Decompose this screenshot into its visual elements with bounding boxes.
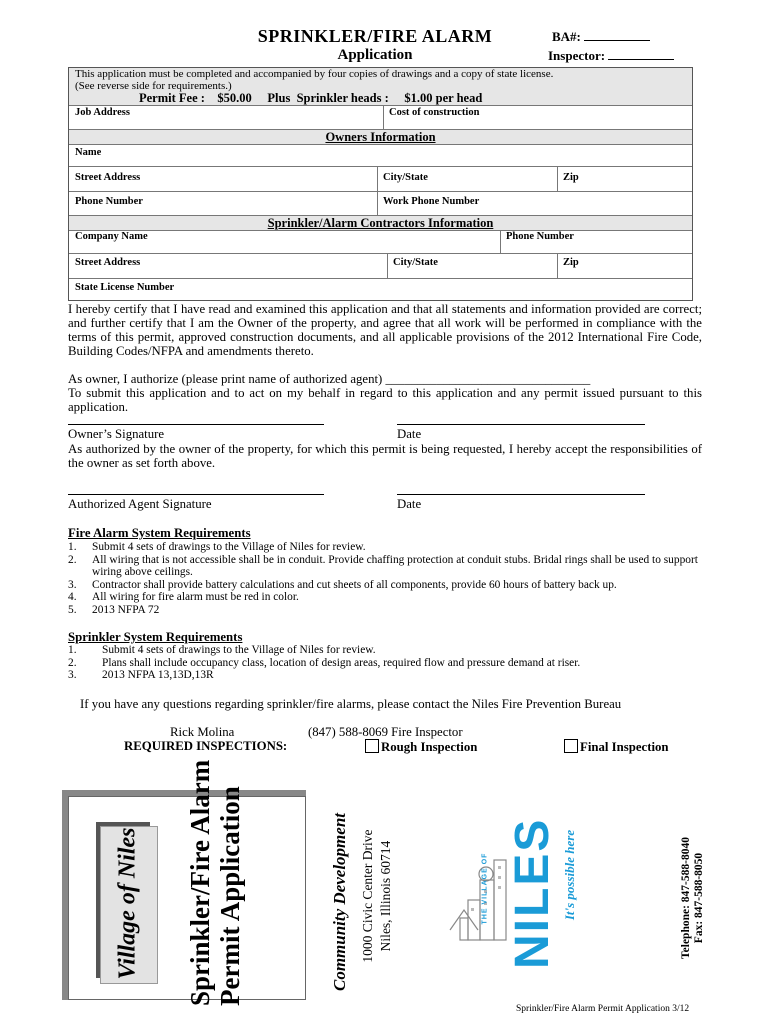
agent-date-label: Date [397, 497, 422, 511]
form-title: SPRINKLER/FIRE ALARM [257, 26, 493, 46]
final-inspection-label: Final Inspection [580, 740, 669, 754]
item-text: Submit 4 sets of drawings to the Village of Niles for review. [102, 644, 376, 656]
intro-line-1: This application must be completed and accompanied by four copies of drawings and a copy of state license. [75, 68, 554, 80]
owner-work-phone-label: Work Phone Number [383, 196, 480, 207]
sprinkler-heading: Sprinkler System Requirements [68, 630, 243, 644]
item-number: 1. [68, 541, 77, 553]
list-item [68, 644, 702, 657]
agent-paragraph: As authorized by the owner of the property, for which this permit is being requested, I hereby accept the responsibilities of the owner as set forth above. [68, 442, 702, 470]
permit-fee: Permit Fee : $50.00 Plus Sprinkler heads : $1.00 per head [139, 91, 483, 105]
inspector-label: Inspector: [548, 48, 606, 63]
list-item [68, 591, 702, 604]
submit-paragraph: To submit this application and to act on my behalf in regard to this application and any permit issued pursuant to this application. [68, 386, 702, 414]
inspector-phone: (847) 588-8069 Fire Inspector [308, 725, 463, 739]
item-number: 4. [68, 591, 77, 604]
agent-date-line[interactable] [397, 494, 645, 495]
contractors-header [69, 215, 692, 230]
inspections-label: REQUIRED INSPECTIONS: [124, 739, 288, 753]
owner-phone-label: Phone Number [75, 196, 143, 207]
certify-paragraph: I hereby certify that I have read and examined this application and that all statements and information provided are correct; and further certify that I am the Owner of the property, and agree that all work will be performed in compliance with the terms of this permit, approved construction documents, and all applicable provisions of the 2012 International Fire Code, Building Codes/NFPA and amendments thereto. [68, 302, 702, 358]
list-item [68, 541, 702, 554]
contractor-city-label: City/State [393, 257, 438, 268]
item-text: Plans shall include occupancy class, location of design areas, required flow and pressure demand at riser. [102, 656, 581, 669]
contractors-header-label: Sprinkler/Alarm Contractors Information [267, 216, 494, 230]
telephone-text: Telephone: 847-588-8040 [680, 837, 692, 959]
item-text: All wiring for fire alarm must be red in color. [92, 591, 299, 604]
item-text: 2013 NFPA 13,13D,13R [102, 669, 214, 682]
item-text: All wiring that is not accessible shall be in conduit. Provide chaffing protection at conduit stubs. Bridal rings shall be used to support wiring above ceilings. [92, 553, 698, 579]
contractor-zip-label: Zip [563, 257, 579, 268]
application-form [68, 67, 693, 301]
final-inspection-checkbox[interactable] [564, 739, 578, 753]
address-line-1: 1000 Civic Center Drive [360, 829, 375, 963]
footer-text: Sprinkler/Fire Alarm Permit Application 3/12 [516, 1004, 690, 1014]
item-number: 1. [68, 644, 77, 656]
cost-label: Cost of construction [389, 107, 480, 118]
sprinkler-list [68, 644, 702, 682]
item-number: 5. [68, 603, 77, 616]
license-label: State License Number [75, 282, 175, 293]
owner-signature-line[interactable] [68, 424, 324, 425]
item-number: 3. [68, 578, 77, 591]
contractor-phone-label: Phone Number [506, 231, 574, 242]
owners-header [69, 129, 692, 144]
ba-number-field[interactable] [552, 29, 650, 45]
address-line-2: Niles, Illinois 60714 [378, 840, 393, 952]
intro-row [69, 68, 692, 105]
item-text: Contractor shall provide battery calculations and cut sheets of all components, provide 60 hours of battery back up. [92, 578, 617, 591]
form-subtitle: Application [337, 47, 413, 63]
contractor-street-label: Street Address [75, 257, 141, 268]
list-item [68, 604, 702, 617]
owner-signature-label: Owner’s Signature [68, 427, 165, 441]
owner-date-line[interactable] [397, 424, 645, 425]
fire-alarm-list [68, 541, 702, 617]
cover-title-1: Sprinkler/Fire Alarm [185, 759, 215, 1006]
cover-title-2: Permit Application [215, 786, 245, 1006]
owner-name-label: Name [75, 147, 102, 158]
item-number: 2. [68, 656, 77, 669]
owner-city-label: City/State [383, 172, 428, 183]
inspector-field[interactable] [548, 48, 674, 64]
logo-niles: NILES [506, 817, 559, 969]
final-inspection-option[interactable] [564, 739, 669, 755]
authorize-line: As owner, I authorize (please print name of authorized agent) ________________________________ [68, 372, 591, 386]
village-of-niles-text: Village of Niles [114, 827, 141, 980]
item-number: 2. [68, 553, 77, 566]
list-item [68, 657, 702, 670]
owner-phone-row[interactable] [69, 191, 692, 215]
ba-label: BA#: [552, 29, 581, 44]
job-address-row[interactable] [69, 105, 692, 129]
contact-text: If you have any questions regarding sprinkler/fire alarms, please contact the Niles Fire Prevention Bureau [80, 697, 622, 711]
intro-text [75, 68, 553, 104]
job-address-label: Job Address [75, 107, 130, 118]
list-item [68, 554, 702, 579]
company-row[interactable] [69, 230, 692, 253]
owner-date-label: Date [397, 427, 422, 441]
rough-inspection-label: Rough Inspection [381, 740, 478, 754]
owner-street-label: Street Address [75, 172, 141, 183]
community-development: Community Development [330, 812, 349, 992]
logo-tagline: It's possible here [562, 829, 577, 921]
owners-header-label: Owners Information [325, 130, 436, 144]
list-item [68, 669, 702, 682]
rough-inspection-checkbox[interactable] [365, 739, 379, 753]
list-item [68, 579, 702, 592]
owner-zip-label: Zip [563, 172, 579, 183]
item-number: 3. [68, 669, 77, 682]
license-row[interactable] [69, 278, 692, 300]
agent-signature-label: Authorized Agent Signature [68, 497, 212, 511]
item-text: 2013 NFPA 72 [92, 603, 160, 616]
company-label: Company Name [75, 231, 148, 242]
fire-alarm-heading: Fire Alarm System Requirements [68, 526, 251, 540]
logo-village-of: THE VILLAGE OF [481, 852, 489, 925]
fax-text: Fax: 847-588-8050 [693, 852, 705, 944]
contractor-street-row[interactable] [69, 253, 692, 278]
owner-street-row[interactable] [69, 166, 692, 191]
intro-line-2: (See reverse side for requirements.) [75, 80, 232, 92]
item-text: Submit 4 sets of drawings to the Village of Niles for review. [92, 541, 366, 553]
owner-name-row[interactable] [69, 144, 692, 166]
rough-inspection-option[interactable] [365, 739, 477, 755]
inspector-name: Rick Molina [170, 725, 235, 739]
agent-signature-line[interactable] [68, 494, 324, 495]
